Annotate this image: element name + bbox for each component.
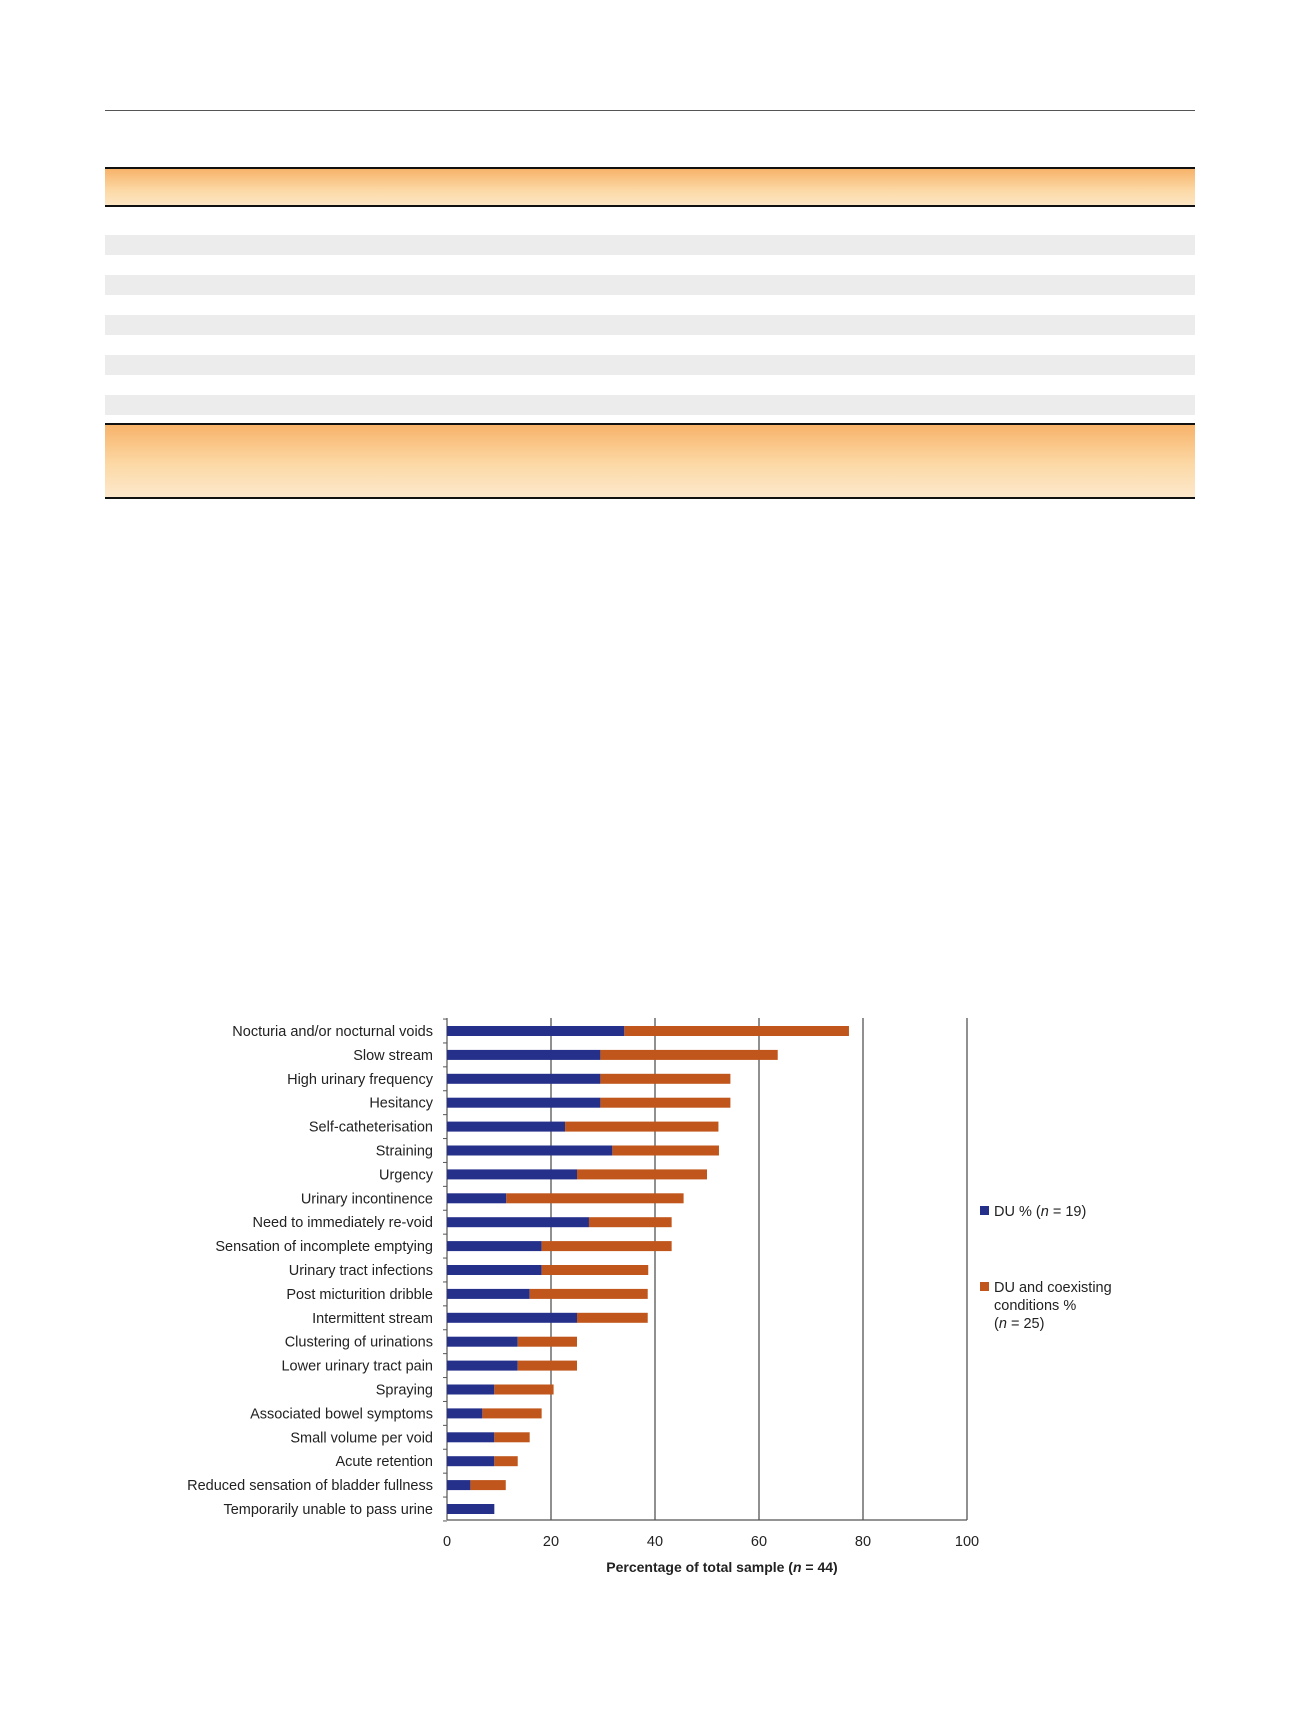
legend-label-du-coexisting-n: (n = 25)	[994, 1316, 1045, 1332]
bar-du-coexisting	[577, 1313, 648, 1323]
bar-du	[447, 1169, 577, 1179]
x-tick-label: 100	[954, 1534, 980, 1550]
bar-du-coexisting	[589, 1217, 672, 1227]
category-label: Slow stream	[353, 1047, 433, 1064]
x-tick-label: 80	[854, 1534, 872, 1550]
bar-du	[447, 1432, 494, 1442]
category-label: Small volume per void	[290, 1430, 433, 1447]
bar-du-coexisting	[565, 1122, 718, 1132]
category-label: High urinary frequency	[287, 1071, 433, 1088]
bar-du-coexisting	[494, 1385, 553, 1395]
bar-du-coexisting	[530, 1289, 648, 1299]
bar-du-coexisting	[494, 1456, 517, 1466]
x-tick-label: 0	[442, 1534, 452, 1550]
bar-du-coexisting	[470, 1480, 505, 1490]
bar-du-coexisting	[518, 1337, 577, 1347]
category-label: Urgency	[379, 1167, 433, 1184]
bar-du-coexisting	[518, 1361, 577, 1371]
bar-du-coexisting	[600, 1074, 730, 1084]
legend-label-du-coexisting: DU and coexisting	[994, 1280, 1112, 1296]
bar-du	[447, 1146, 612, 1156]
bar-du-coexisting	[624, 1026, 849, 1036]
bar-du-coexisting	[494, 1432, 529, 1442]
x-tick-label: 20	[542, 1534, 560, 1550]
bar-du-coexisting	[482, 1408, 541, 1418]
bar-du	[447, 1504, 494, 1514]
legend-label-du-coexisting: conditions %	[994, 1298, 1077, 1314]
bar-du	[447, 1026, 624, 1036]
legend-label-du: DU % (n = 19)	[994, 1204, 1087, 1220]
bar-du-coexisting	[506, 1193, 683, 1203]
x-tick-label: 40	[646, 1534, 664, 1550]
bar-du	[447, 1456, 494, 1466]
category-label: Need to immediately re-void	[252, 1215, 433, 1232]
category-label: Urinary incontinence	[300, 1191, 433, 1208]
bar-du	[447, 1050, 600, 1060]
bar-du-coexisting	[600, 1050, 777, 1060]
bar-du-coexisting	[542, 1241, 672, 1251]
bar-du	[447, 1480, 470, 1490]
legend-swatch-du-coexisting	[980, 1282, 989, 1291]
bar-du-coexisting	[542, 1265, 649, 1275]
category-label: Self-catheterisation	[308, 1119, 433, 1136]
bar-du	[447, 1122, 565, 1132]
bar-du	[447, 1241, 542, 1251]
bar-du	[447, 1074, 600, 1084]
category-label: Clustering of urinations	[284, 1334, 433, 1351]
x-axis-title: Percentage of total sample (n = 44)	[606, 1559, 838, 1575]
bar-du	[447, 1408, 482, 1418]
bar-du	[447, 1265, 542, 1275]
bar-du	[447, 1385, 494, 1395]
bar-du-coexisting	[577, 1169, 707, 1179]
category-label: Intermittent stream	[312, 1310, 433, 1327]
bar-du-coexisting	[600, 1098, 730, 1108]
bar-du	[447, 1289, 530, 1299]
category-label: Temporarily unable to pass urine	[223, 1502, 433, 1518]
category-label: Associated bowel symptoms	[250, 1406, 433, 1423]
bar-du	[447, 1217, 589, 1227]
bar-du	[447, 1193, 506, 1203]
bar-du	[447, 1098, 600, 1108]
category-label: Straining	[375, 1143, 433, 1160]
category-label: Sensation of incomplete emptying	[215, 1239, 433, 1256]
category-label: Acute retention	[335, 1454, 433, 1471]
bar-du	[447, 1313, 577, 1323]
x-tick-label: 60	[750, 1534, 768, 1550]
bar-du	[447, 1337, 518, 1347]
category-label: Spraying	[375, 1382, 433, 1399]
category-label: Reduced sensation of bladder fullness	[187, 1478, 433, 1495]
category-label: Nocturia and/or nocturnal voids	[232, 1024, 433, 1040]
legend-swatch-du	[980, 1206, 989, 1215]
bar-du	[447, 1361, 518, 1371]
category-label: Hesitancy	[369, 1095, 433, 1112]
bar-du-coexisting	[612, 1146, 719, 1156]
category-label: Post micturition dribble	[286, 1286, 433, 1303]
category-label: Urinary tract infections	[288, 1263, 433, 1279]
category-label: Lower urinary tract pain	[281, 1358, 433, 1375]
